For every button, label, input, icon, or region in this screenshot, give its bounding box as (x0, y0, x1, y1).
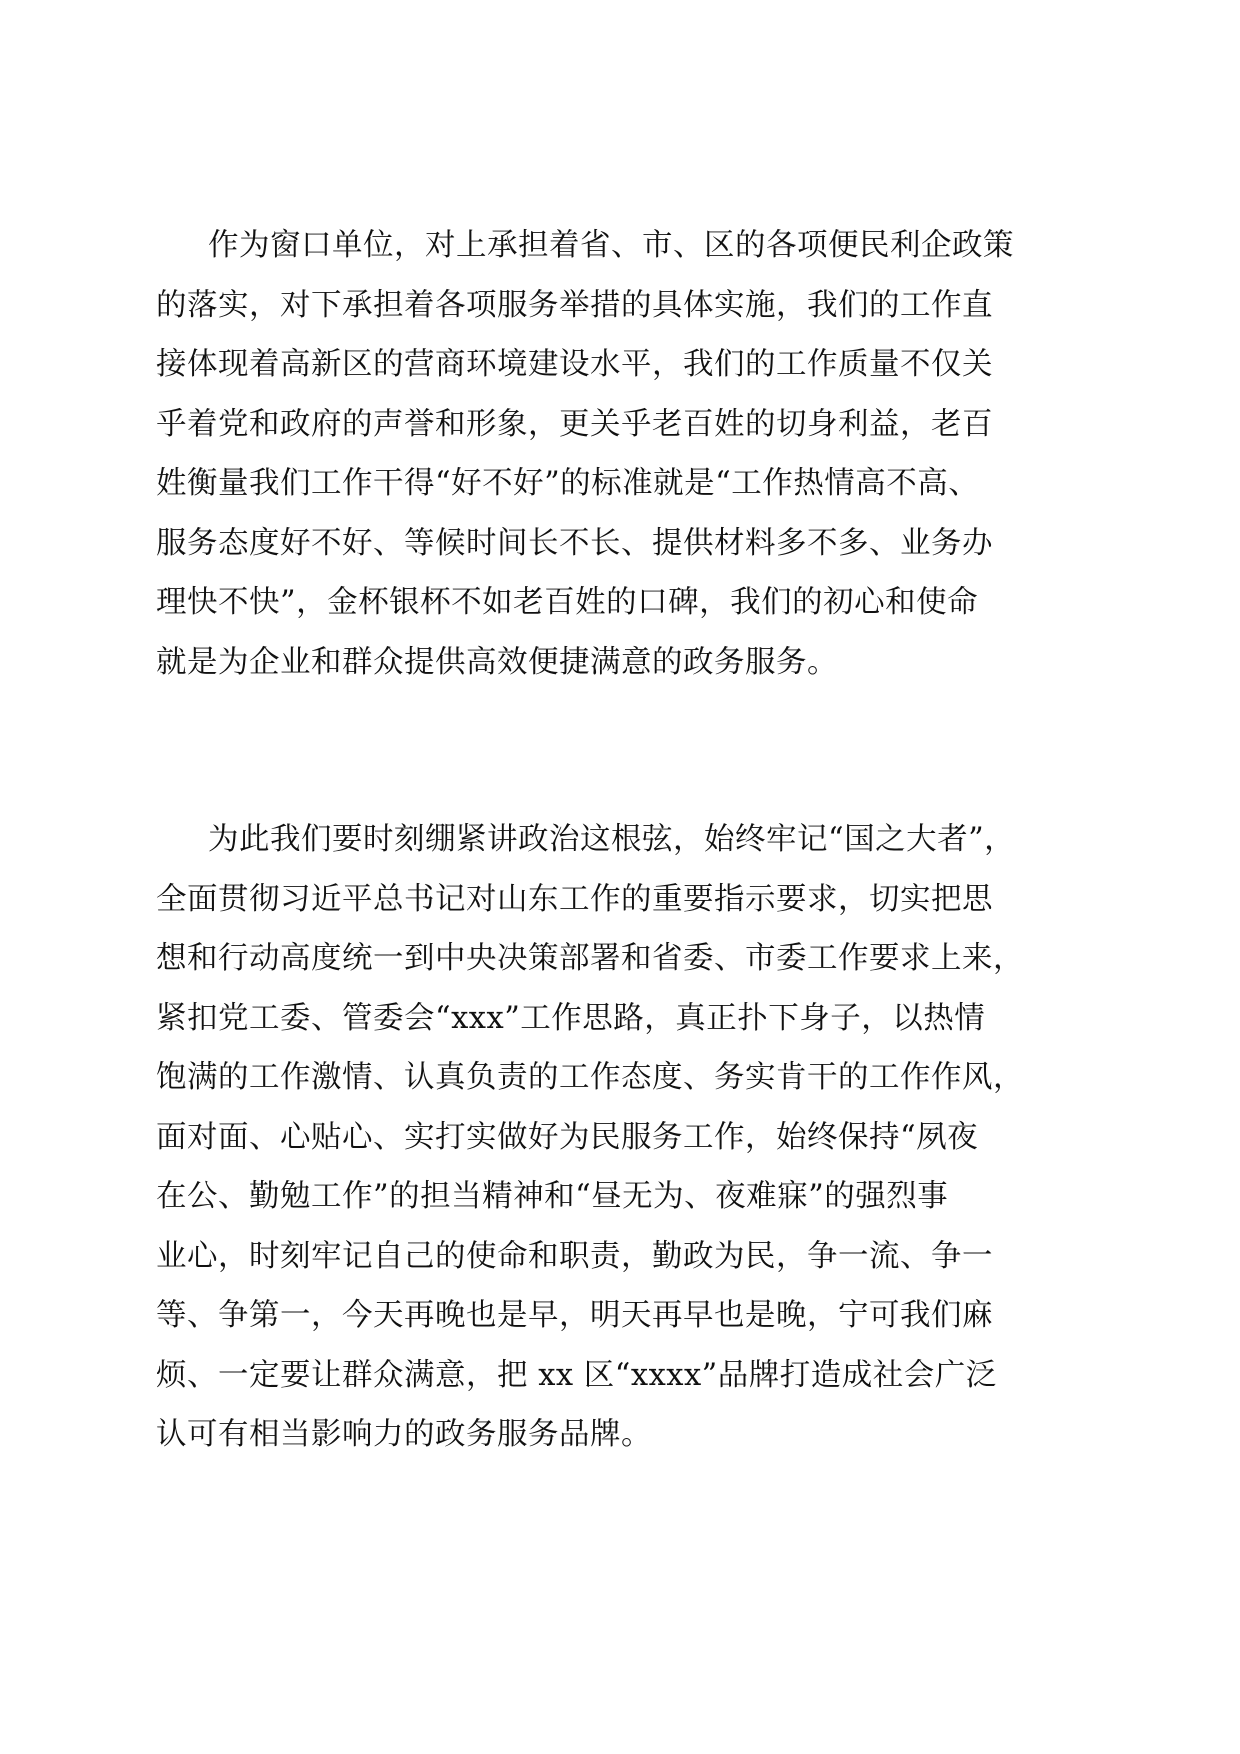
paragraph-2 (156, 810, 1084, 1465)
paragraph-2-line: 烦、一定要让群众满意，把 xx 区“xxxx”品牌打造成社会广泛 (156, 1357, 997, 1393)
paragraph-2-line: 认可有相当影响力的政务服务品牌。 (156, 1417, 652, 1452)
paragraph-2-line: 全面贯彻习近平总书记对山东工作的重要指示要求，切实把思 (156, 881, 993, 917)
paragraph-2-line: 面对面、心贴心、实打实做好为民服务工作，始终保持“夙夜 (156, 1119, 979, 1155)
paragraph-1-line: 姓衡量我们工作干得“好不好”的标准就是“工作热情高不高、 (156, 466, 980, 501)
paragraph-2-line: 想和行动高度统一到中央决策部署和省委、市委工作要求上来， (156, 941, 1024, 976)
paragraph-2-line: 在公、勤勉工作”的担当精神和“昼无为、夜难寐”的强烈事 (156, 1179, 949, 1214)
paragraph-1-line: 乎着党和政府的声誉和形象，更关乎老百姓的切身利益，老百 (156, 406, 993, 442)
paragraph-1-line: 服务态度好不好、等候时间长不长、提供材料多不多、业务办 (156, 525, 993, 561)
paragraph-1 (156, 216, 1084, 692)
paragraph-2-line: 业心，时刻牢记自己的使命和职责，勤政为民，争一流、争一 (156, 1238, 993, 1274)
paragraph-1-line: 接体现着高新区的营商环境建设水平，我们的工作质量不仅关 (156, 347, 993, 382)
paragraph-2-line: 等、争第一，今天再晚也是早，明天再早也是晚，宁可我们麻 (156, 1298, 993, 1333)
paragraph-1-line: 理快不快”，金杯银杯不如老百姓的口碑，我们的初心和使命 (156, 585, 979, 620)
paragraph-1-line: 的落实，对下承担着各项服务举措的具体实施，我们的工作直 (156, 287, 993, 323)
paragraph-2-line: 饱满的工作激情、认真负责的工作态度、务实肯干的工作作风， (156, 1060, 1024, 1095)
paragraph-2-line: 紧扣党工委、管委会“xxx”工作思路，真正扑下身子，以热情 (156, 1000, 986, 1036)
paragraph-1-line: 作为窗口单位，对上承担着省、市、区的各项便民利企政策 (208, 228, 1014, 263)
paragraph-2-line: 为此我们要时刻绷紧讲政治这根弦，始终牢记“国之大者”， (208, 822, 1016, 857)
paragraph-1-line: 就是为企业和群众提供高效便捷满意的政务服务。 (156, 644, 838, 680)
